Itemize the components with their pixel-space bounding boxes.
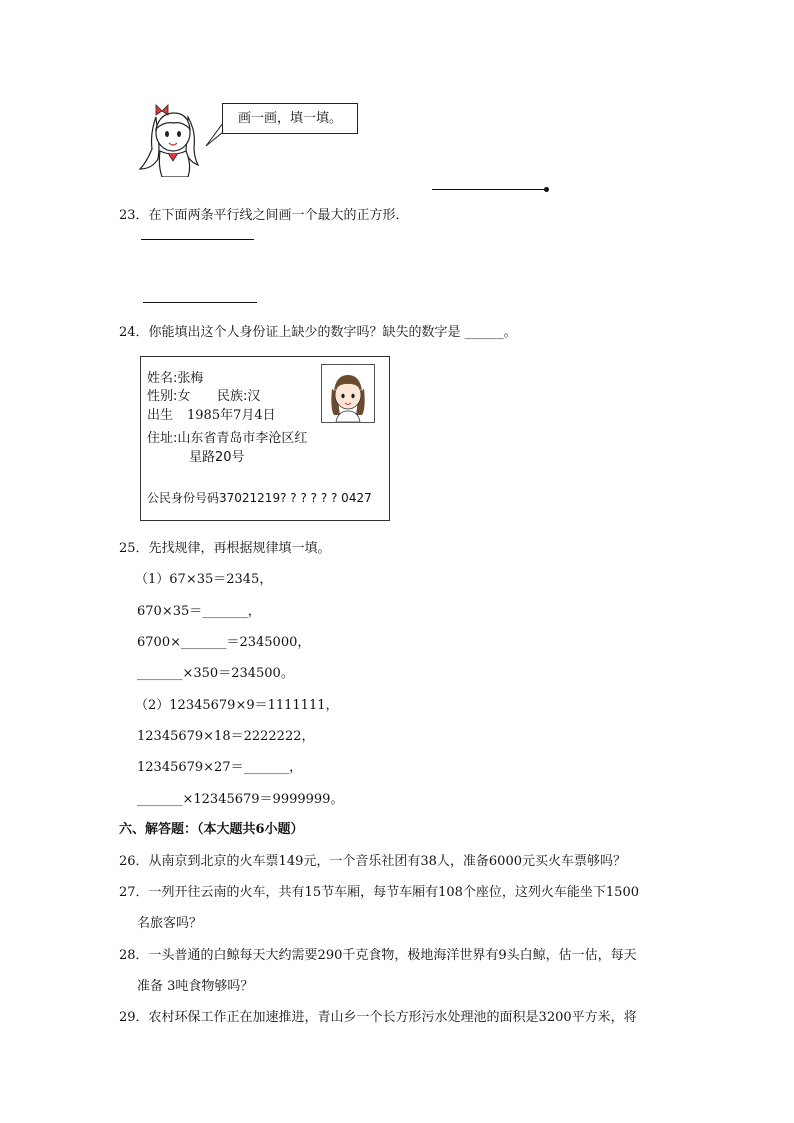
- question-29-line1: 29．农村环保工作正在加速推进，青山乡一个长方形污水处理池的面积是3200平方米，将: [119, 1010, 637, 1025]
- question-24: 24．你能填出这个人身份证上缺少的数字吗？缺失的数字是 ______。: [119, 325, 517, 340]
- question-26: 26．从南京到北京的火车票149元，一个音乐社团有38人，准备6000元买火车票够吗？: [119, 854, 626, 869]
- ray-line: [432, 189, 546, 190]
- speech-bubble-text: 画一画，填一填。: [237, 111, 342, 126]
- q25-line-6: 12345679×18＝2222222，: [137, 729, 315, 744]
- question-27-line1: 27．一列开往云南的火车，共有15节车厢，每节车厢有108个座位，这列火车能坐下1500: [119, 885, 639, 900]
- q25-line-8: _______×12345679＝9999999。: [137, 792, 344, 807]
- question-27-line2: 名旅客吗？: [137, 916, 203, 931]
- id-card-birth-value: 1985年7月4日: [187, 408, 276, 423]
- q25-line-1: （1）67×35＝2345，: [135, 572, 273, 587]
- q25-line-3: 6700×_______＝2345000，: [137, 635, 311, 650]
- speech-bubble: [222, 103, 358, 134]
- id-card-photo: [321, 364, 375, 423]
- id-card-number: 公民身份号码37021219? ? ? ? ? ? 0427: [147, 491, 372, 505]
- id-card-gender: 性别:女: [147, 389, 191, 404]
- id-card-address-line2: 星路20号: [189, 450, 245, 465]
- question-28-line1: 28．一头普通的白鲸每天大约需要290千克食物，极地海洋世界有9头白鲸，估一估，每天: [119, 948, 637, 963]
- parallel-line-bottom: [143, 302, 257, 303]
- q25-line-2: 670×35＝_______，: [137, 604, 261, 619]
- question-23: 23．在下面两条平行线之间画一个最大的正方形．: [119, 208, 409, 223]
- q25-line-7: 12345679×27＝_______，: [137, 760, 303, 775]
- id-card-name: 姓名:张梅: [147, 371, 204, 386]
- id-photo-portrait: [322, 365, 374, 422]
- id-card-birth-label: 出生: [147, 408, 174, 423]
- girl-illustration: [138, 103, 210, 177]
- ray-endpoint-dot: [544, 187, 549, 192]
- id-card-address-line1: 住址:山东省青岛市李沧区红: [147, 431, 308, 446]
- parallel-line-top: [141, 239, 254, 240]
- id-card: [140, 356, 390, 521]
- q25-line-5: （2）12345679×9＝1111111，: [135, 698, 339, 713]
- section-6-title: 六、解答题：（本大题共6小题）: [119, 822, 304, 837]
- question-28-line2: 准备 3吨食物够吗？: [137, 979, 254, 994]
- question-25: 25．先找规律，再根据规律填一填。: [119, 541, 331, 556]
- q25-line-4: _______×350＝234500。: [137, 666, 294, 681]
- id-card-ethnicity: 民族:汉: [217, 389, 261, 404]
